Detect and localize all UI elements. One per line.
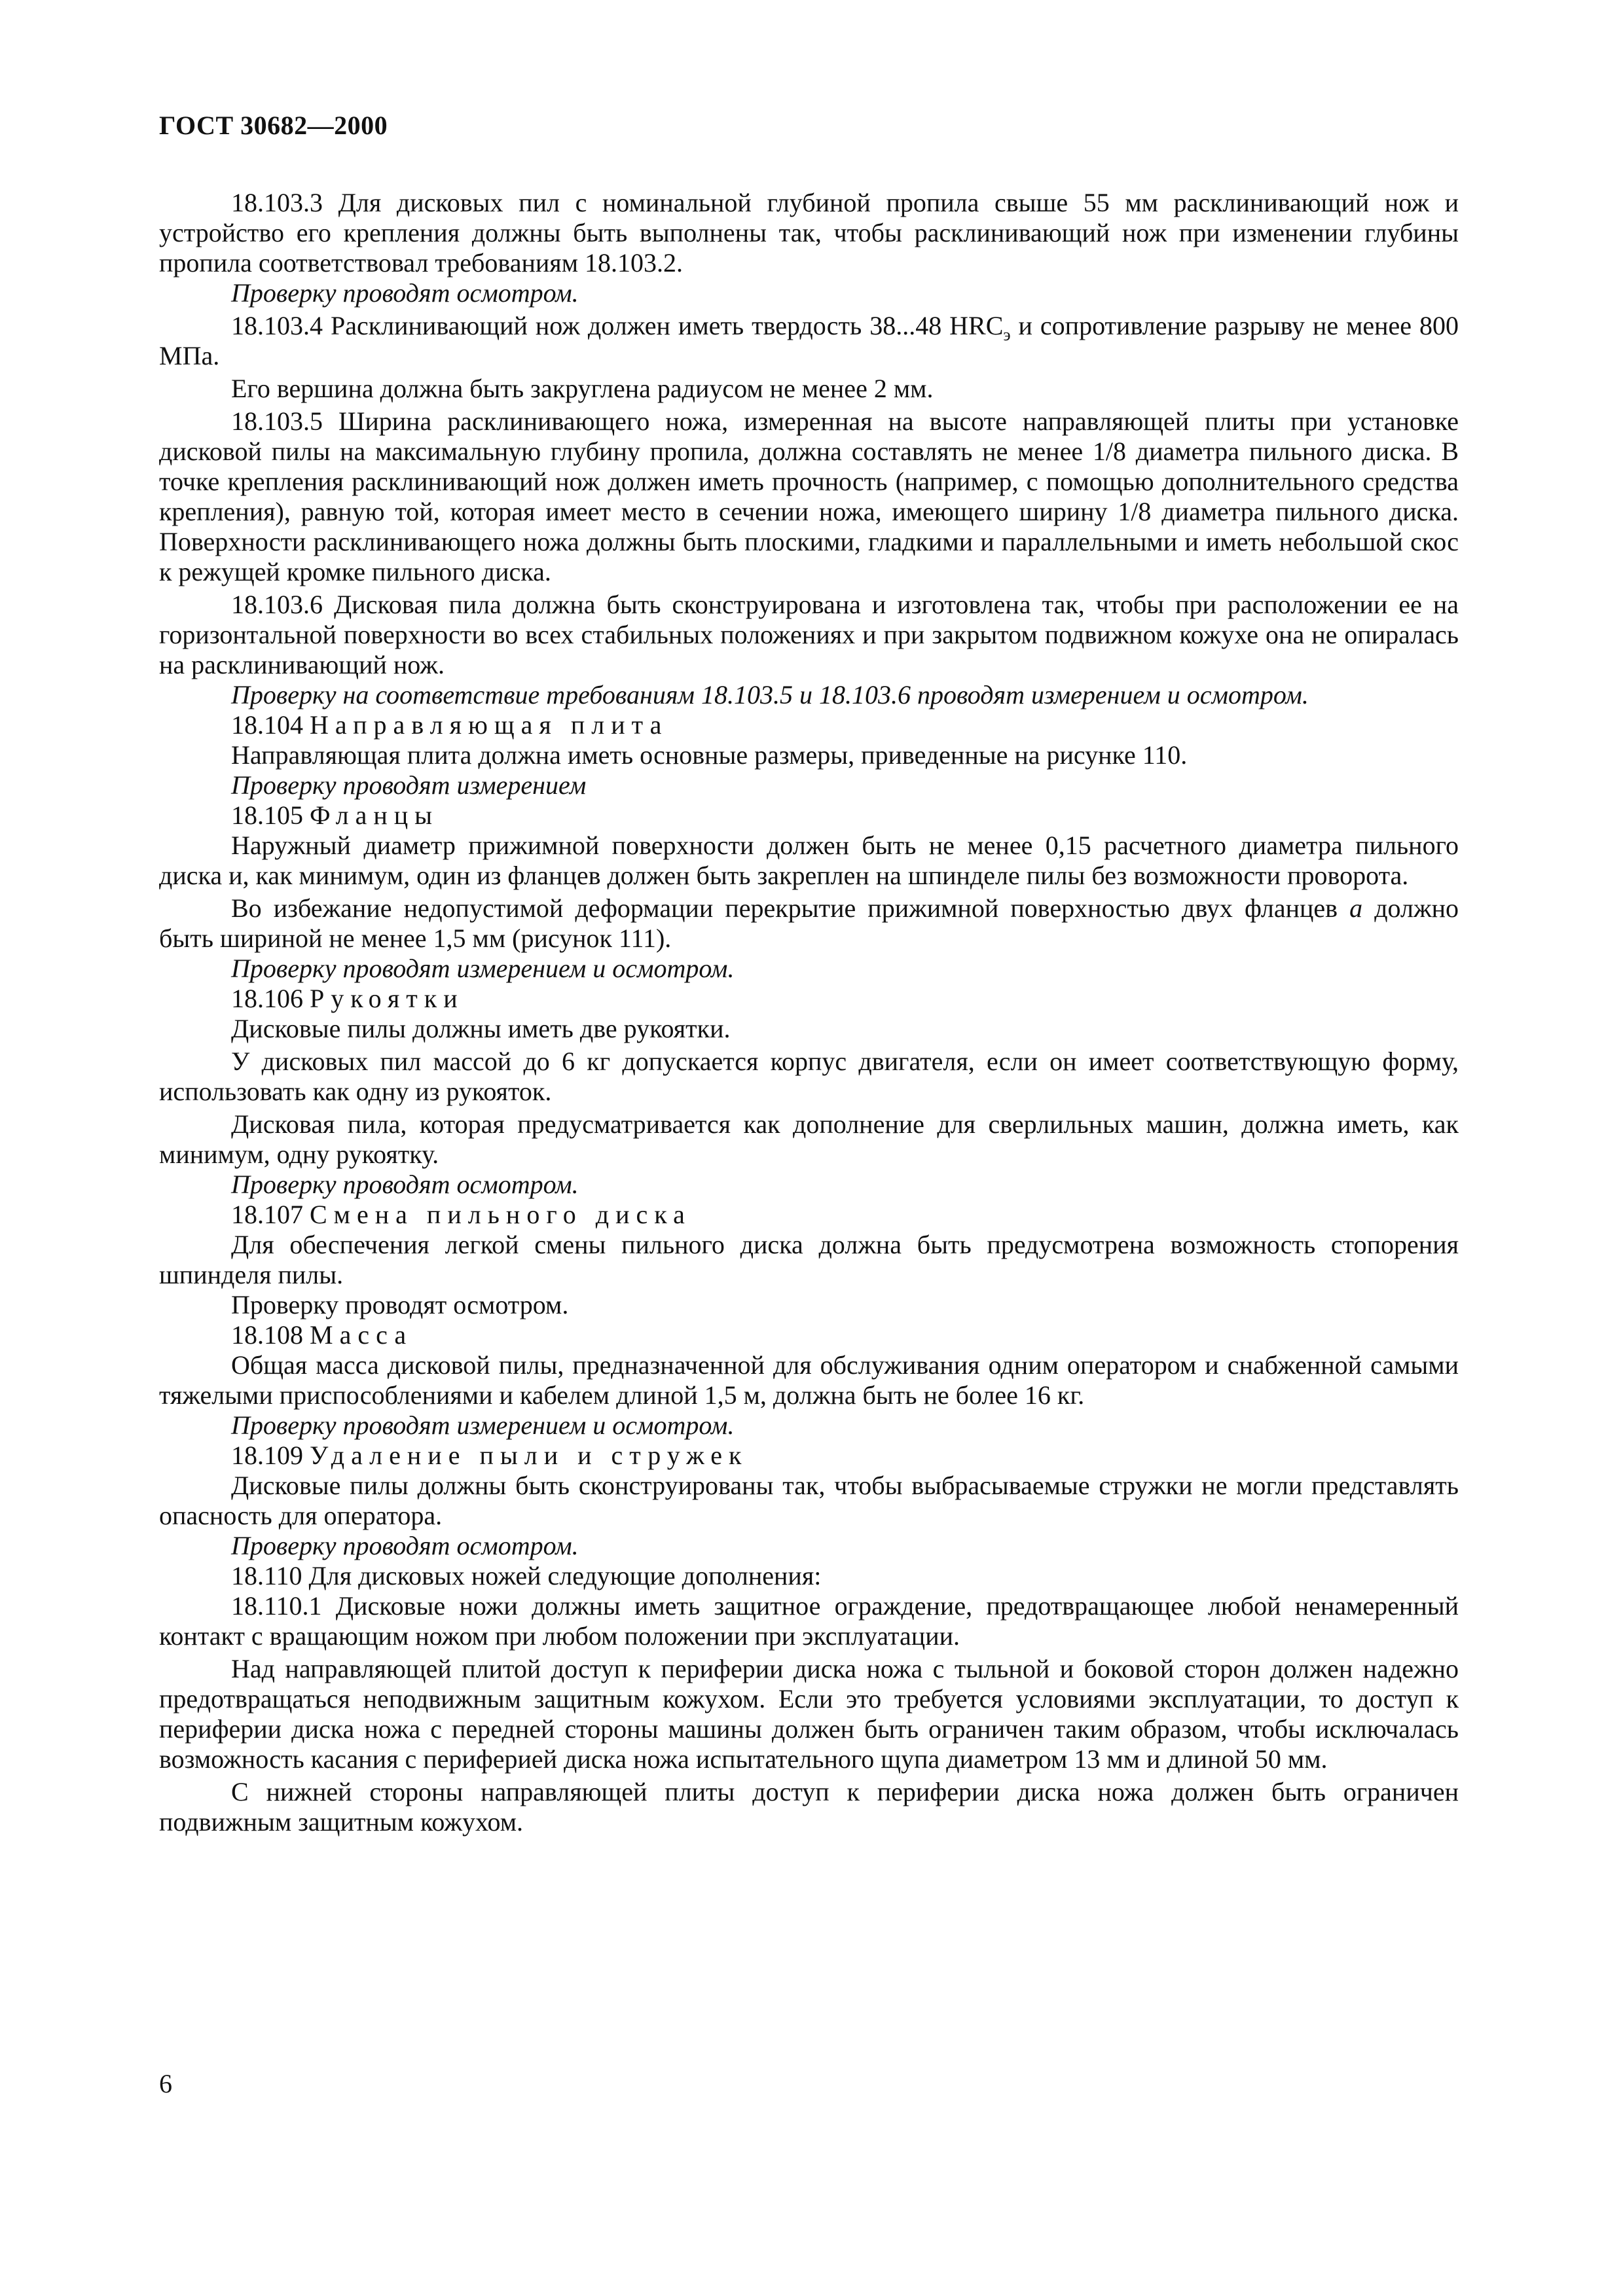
paragraph: С нижней стороны направляющей плиты доступ к периферии диска ножа должен быть ограничен подвижным защитным кожухом. (159, 1777, 1459, 1837)
section-heading-18-105: 18.105 Фланцы (231, 800, 439, 830)
flange-symbol: a (1349, 893, 1363, 923)
document-header: ГОСТ 30682—2000 (159, 111, 388, 140)
paragraph: Наружный диаметр прижимной поверхности должен быть не менее 0,15 расчетного диаметра пильного диска и, как минимум, один из фланцев должен быть закреплен на шпинделе пилы без возможности проворота. (159, 831, 1459, 890)
paragraph: У дисковых пил массой до 6 кг допускается корпус двигателя, если он имеет соответствующую форму, использовать как одну из рукояток. (159, 1047, 1459, 1106)
paragraph: Дисковые пилы должны иметь две рукоятки. (231, 1014, 731, 1043)
paragraph: Дисковые пилы должны быть сконструированы так, чтобы выбрасываемые стружки не могли представлять опасность для оператора. (159, 1471, 1459, 1530)
page-number: 6 (159, 2069, 172, 2098)
section-heading-18-107: 18.107 Смена пильного диска (231, 1200, 691, 1229)
check-note: Проверку проводят измерением и осмотром. (231, 954, 735, 983)
paragraph: Для обеспечения легкой смены пильного диска должна быть предусмотрена возможность стопорения шпинделя пилы. (159, 1230, 1459, 1289)
paragraph: Направляющая плита должна иметь основные размеры, приведенные на рисунке 110. (231, 740, 1188, 770)
clause-18-103-5: 18.103.5 Ширина расклинивающего ножа, измеренная на высоте направляющей плиты при установке дисковой пилы на максимальную глубину пропила, должна составлять не менее 1/8 диаметра пильного диска. В точке крепления расклинивающий нож должен иметь прочность (например, с помощью дополнительного средства крепления), равную той, которая имеет место в сечении ножа, имеющего ширину 1/8 диаметра пильного диска. Поверхности расклинивающего ножа должны быть плоскими, гладкими и параллельными и иметь небольшой скос к режущей кромке пильного диска. (159, 406, 1459, 586)
check-note: Проверку проводят измерением (231, 770, 587, 800)
clause-18-110: 18.110 Для дисковых ножей следующие дополнения: (231, 1561, 822, 1590)
section-heading-18-108: 18.108 Масса (231, 1320, 413, 1350)
section-heading-18-109: 18.109 Удаление пыли и стружек (231, 1441, 748, 1470)
check-note: Проверку на соответствие требованиям 18.103.5 и 18.103.6 проводят измерением и осмотром. (231, 680, 1309, 709)
clause-18-110-1: 18.110.1 Дисковые ножи должны иметь защитное ограждение, предотвращающее любой ненамеренный контакт с вращающим ножом при любом положении при эксплуатации. (159, 1591, 1459, 1651)
check-note: Проверку проводят осмотром. (231, 1531, 579, 1560)
section-heading-18-104: 18.104 Направляющая плита (231, 710, 668, 740)
section-heading-18-106: 18.106 Рукоятки (231, 984, 464, 1013)
paragraph: Над направляющей плитой доступ к периферии диска ножа с тыльной и боковой сторон должен надежно предотвращаться неподвижным защитным кожухом. Если это требуется условиями эксплуатации, то доступ к периферии диска ножа с передней стороны машины должен быть ограничен таким образом, чтобы исключалась возможность касания с периферией диска ножа испытательного щупа диаметром 13 мм и длиной 50 мм. (159, 1654, 1459, 1774)
check-note: Проверку проводят осмотром. (231, 1170, 579, 1199)
check-note: Проверку проводят осмотром. (231, 1290, 569, 1319)
paragraph: Во избежание недопустимой деформации перекрытие прижимной поверхностью двух фланцев a должно быть шириной не менее 1,5 мм (рисунок 111). (159, 893, 1459, 953)
check-note: Проверку проводят осмотром. (231, 278, 579, 308)
document-body (159, 188, 1459, 1837)
paragraph: Дисковая пила, которая предусматривается как дополнение для сверлильных машин, должна иметь, как минимум, одну рукоятку. (159, 1109, 1459, 1169)
clause-18-103-4: 18.103.4 Расклинивающий нож должен иметь твердость 38...48 $HRC_э$ и сопротивление разрыву не менее 800 МПа. (159, 311, 1459, 370)
clause-18-103-6: 18.103.6 Дисковая пила должна быть сконструирована и изготовлена так, чтобы при расположении ее на горизонтальной поверхности во всех стабильных положениях и при закрытом подвижном кожухе она не опиралась на расклинивающий нож. (159, 590, 1459, 679)
clause-18-103-3: 18.103.3 Для дисковых пил с номинальной глубиной пропила свыше 55 мм расклинивающий нож и устройство его крепления должны быть выполнены так, чтобы расклинивающий нож при изменении глубины пропила соответствовал требованиям 18.103.2. (159, 188, 1459, 278)
paragraph: Общая масса дисковой пилы, предназначенной для обслуживания одним оператором и снабженной самыми тяжелыми приспособлениями и кабелем длиной 1,5 м, должна быть не более 16 кг. (159, 1350, 1459, 1410)
check-note: Проверку проводят измерением и осмотром. (231, 1410, 735, 1440)
paragraph: Его вершина должна быть закруглена радиусом не менее 2 мм. (231, 374, 934, 403)
